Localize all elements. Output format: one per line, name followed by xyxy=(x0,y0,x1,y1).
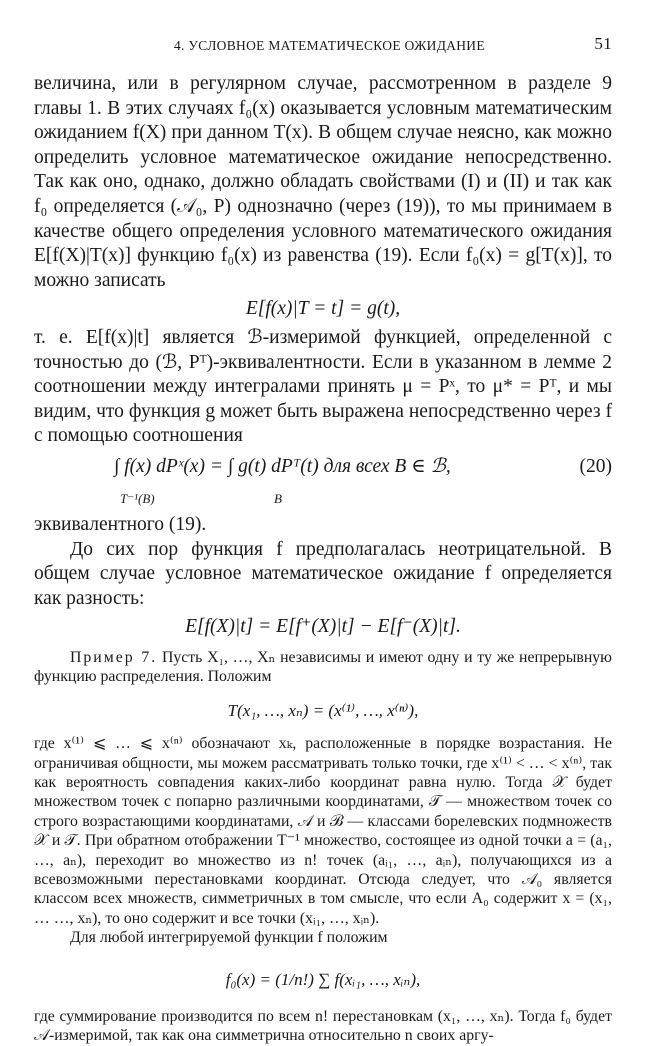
page-number: 51 xyxy=(594,34,612,53)
example-block xyxy=(34,648,612,1046)
running-header xyxy=(34,30,612,52)
example-paragraph xyxy=(34,648,612,687)
paragraph: т. е. E[f(x)|t] является ℬ-измеримой функцией, определенной с точностью до (ℬ, Pᵀ)-эквивалентности. Если в указанном в лемме 2 соотношении между интегралами принять μ = Pˣ, то μ* = Pᵀ, и мы видим, что функция g может быть выражена непосредственно через f с помощью соотношения xyxy=(34,326,612,447)
main-text xyxy=(34,72,612,640)
formula-symmetrization: f₀(x) = (1/n!) ∑ f(xᵢ₁, …, xᵢₙ), xyxy=(225,969,421,989)
paragraph: величина, или в регулярном случае, рассмотренном в разделе 9 главы 1. В этих случаях f₀(x) оказывается условным математическим ожиданием f(X) при данном T(x). В общем случае неясно, как можно определить условное математическое ожидание непосредственно. Так как оно, однако, должно обладать свойствами (I) и (II) и так как f₀ определяется (𝒜₀, P) однозначно (через (19)), то мы принимаем в качестве общего определения условного математического ожидания E[f(X)|T(x)] функцию f₀(x) из равенства (19). Если f₀(x) = g[T(x)], то можно записать xyxy=(34,73,612,291)
example-label: Пример 7. xyxy=(70,648,158,666)
book-page xyxy=(34,30,612,1046)
formula-conditional-expectation: E[f(x)|T = t] = g(t), xyxy=(245,298,401,320)
paragraph: где x⁽¹⁾ ⩽ … ⩽ x⁽ⁿ⁾ обозначают xₖ, расположенные в порядке возрастания. Не ограничивая общности, мы можем рассматривать только точки, где x⁽¹⁾ < … < x⁽ⁿ⁾, так как вероятность совпадения каких-либо координат равна нулю. Тогда 𝒳 будет множеством точек с попарно различными координатами, 𝒯 — множеством точек со строго возрастающими координатами, 𝒜 и ℬ — классами борелевских подмножеств 𝒳 и 𝒯. При обратном отображении T⁻¹ множество, состоящее из одной точки a = (a₁, …, aₙ), переходит во множество из n! точек (aᵢ₁, …, aᵢₙ), получающихся из a всевозможными перестановками координат. Отсюда следует, что 𝒜₀ является классом всех множеств, симметричных в том смысле, что если A₀ содержит x = (x₁, … …, xₙ), то оно содержит и все точки (xᵢ₁, …, xᵢₙ). xyxy=(34,735,612,927)
formula-20 xyxy=(34,449,612,513)
formula-20-body: ∫ f(x) dPˣ(x) = ∫ g(t) dPᵀ(t) для всех B ∈ ℬ, xyxy=(114,455,451,477)
equation-number: (20) xyxy=(579,455,612,477)
paragraph: Для любой интегрируемой функции f положим xyxy=(70,929,388,947)
paragraph: До сих пор функция f предполагалась неотрицательной. В общем случае условное математическое ожидание f определяется как разность: xyxy=(34,538,612,609)
paragraph: где суммирование производится по всем n! перестановкам (x₁, …, xₙ). Тогда f₀ будет 𝒜-измеримой, так как она симметрична относительно n своих аргу- xyxy=(34,1007,612,1045)
integral-lower-limit-right: B xyxy=(274,490,282,506)
example-text: Пусть X₁, …, Xₙ независимы и имеют одну и ту же непрерывную функцию распределения. Положим xyxy=(34,648,612,686)
paragraph: эквивалентного (19). xyxy=(34,513,207,535)
formula-difference: E[f(X)|t] = E[f⁺(X)|t] − E[f⁻(X)|t]. xyxy=(185,616,461,638)
formula-order-statistics: T(x₁, …, xₙ) = (x⁽¹⁾, …, x⁽ⁿ⁾), xyxy=(227,700,419,720)
integral-lower-limit-left: T⁻¹(B) xyxy=(120,490,155,506)
chapter-title: 4. УСЛОВНОЕ МАТЕМАТИЧЕСКОЕ ОЖИДАНИЕ xyxy=(174,38,485,53)
